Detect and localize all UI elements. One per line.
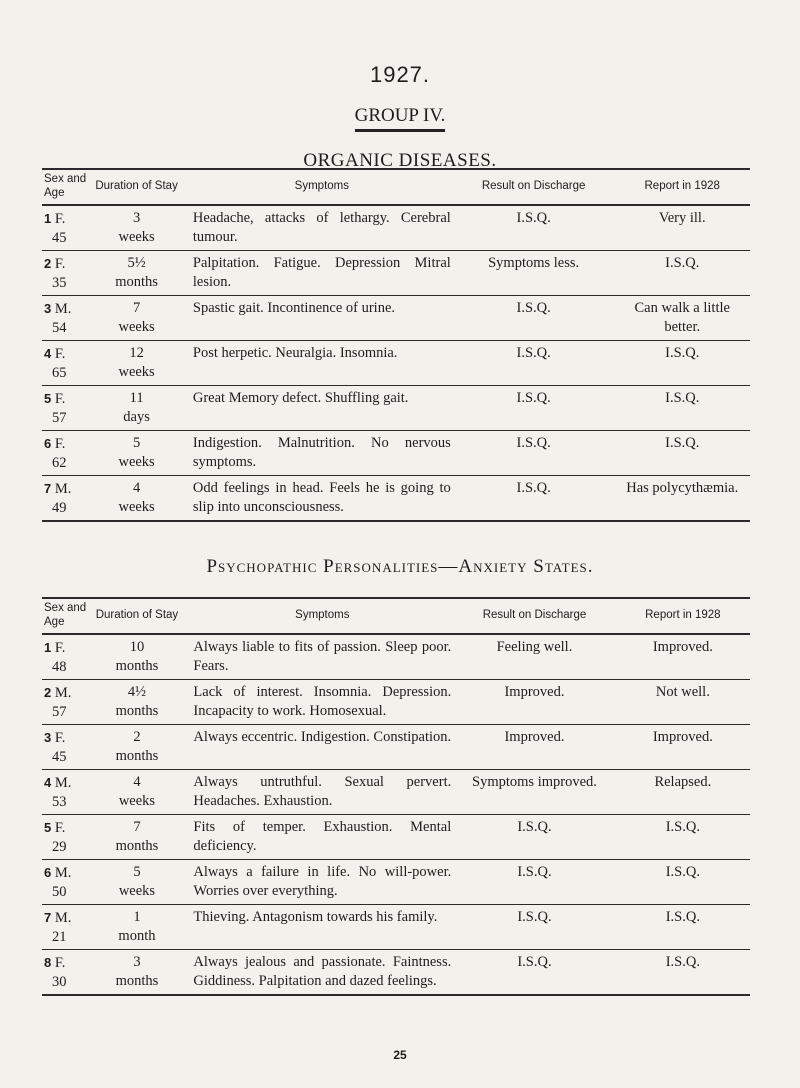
duration-number: 3 — [133, 954, 141, 970]
report-cell — [616, 860, 750, 905]
report-text: Can walk a little better. — [634, 300, 730, 335]
table-header-row — [42, 598, 750, 634]
group-heading — [0, 105, 800, 132]
symptoms-text: Palpitation. Fatigue. Depression Mitral lesion. — [192, 255, 451, 290]
sex: M. — [54, 685, 72, 701]
duration-unit: weeks — [118, 454, 155, 470]
sex: M. — [54, 910, 72, 926]
symptoms-text: Lack of interest. Insomnia. Depression. Incapacity to work. Homosexual. — [193, 684, 452, 719]
duration-cell — [90, 386, 183, 431]
page-year: 1927. — [369, 62, 431, 87]
report-text: Very ill. — [658, 210, 706, 226]
result-text: I.S.Q. — [516, 210, 551, 226]
case-number: 6 — [44, 436, 52, 451]
result-cell — [453, 341, 615, 386]
report-text: I.S.Q. — [665, 255, 700, 271]
duration-number: 10 — [129, 639, 145, 655]
case-number: 6 — [44, 865, 52, 880]
sex-age-cell — [42, 251, 90, 296]
report-cell — [614, 476, 750, 522]
col-header-report: Report in 1928 — [614, 169, 750, 205]
case-number: 1 — [44, 211, 52, 226]
sex: F. — [54, 256, 66, 272]
section-title-psychopathic: Psychopathic Personalities—Anxiety States. — [206, 556, 594, 577]
symptoms-cell — [183, 341, 453, 386]
group-title: GROUP IV. — [355, 105, 446, 132]
sex: F. — [54, 820, 66, 836]
report-text: I.S.Q. — [665, 819, 700, 835]
duration-cell — [91, 634, 184, 680]
report-text: I.S.Q. — [665, 954, 700, 970]
duration-number: 5½ — [127, 255, 146, 271]
result-text: Symptoms less. — [488, 255, 580, 271]
symptoms-cell — [183, 296, 453, 341]
report-cell — [616, 725, 750, 770]
result-cell — [453, 770, 615, 815]
symptoms-cell — [183, 205, 453, 251]
symptoms-cell — [183, 251, 453, 296]
report-cell — [614, 431, 750, 476]
psychopathic-table — [42, 597, 750, 996]
result-cell — [453, 905, 615, 950]
result-cell — [453, 296, 615, 341]
result-text: Improved. — [504, 729, 565, 745]
duration-cell — [90, 476, 183, 522]
sex: F. — [54, 436, 66, 452]
duration-number: 4 — [132, 480, 141, 496]
report-cell — [616, 905, 750, 950]
duration-cell — [91, 815, 184, 860]
result-cell — [453, 860, 615, 905]
duration-unit: months — [115, 838, 159, 854]
case-number: 7 — [44, 481, 52, 496]
table-header-row — [42, 169, 750, 205]
duration-number: 2 — [133, 729, 141, 745]
duration-unit: days — [123, 409, 150, 425]
table-row — [42, 634, 750, 680]
symptoms-cell — [183, 950, 453, 996]
report-cell — [616, 770, 750, 815]
sex: M. — [54, 301, 72, 317]
sex-age-cell — [42, 680, 91, 725]
duration-cell — [90, 296, 183, 341]
duration-unit: weeks — [118, 364, 155, 380]
case-number: 3 — [44, 730, 52, 745]
organic-diseases-rows — [42, 205, 750, 521]
symptoms-text: Always liable to fits of passion. Sleep poor. Fears. — [193, 639, 452, 674]
report-text: Relapsed. — [654, 774, 712, 790]
organic-diseases-table — [42, 168, 750, 522]
table-row — [42, 431, 750, 476]
result-text: I.S.Q. — [517, 864, 552, 880]
symptoms-cell — [183, 386, 453, 431]
report-text: Not well. — [655, 684, 710, 700]
report-text: I.S.Q. — [665, 909, 700, 925]
case-number: 4 — [44, 346, 52, 361]
result-text: I.S.Q. — [516, 480, 551, 496]
sex-age-cell — [42, 950, 91, 996]
sex-age-cell — [42, 860, 91, 905]
duration-unit: weeks — [118, 319, 155, 335]
result-cell — [453, 950, 615, 996]
col-header-result: Result on Discharge — [453, 169, 615, 205]
result-text: I.S.Q. — [517, 954, 552, 970]
report-text: I.S.Q. — [665, 864, 700, 880]
age: 57 — [52, 704, 67, 720]
age: 29 — [52, 839, 67, 855]
duration-cell — [91, 680, 184, 725]
report-cell — [616, 634, 750, 680]
sex-age-cell — [42, 431, 90, 476]
table-row — [42, 476, 750, 522]
age: 54 — [52, 320, 67, 336]
result-text: Feeling well. — [496, 639, 573, 655]
result-cell — [453, 680, 615, 725]
table-row — [42, 296, 750, 341]
age: 48 — [52, 659, 67, 675]
duration-cell — [91, 905, 184, 950]
duration-cell — [90, 431, 183, 476]
duration-cell — [91, 770, 184, 815]
result-cell — [453, 476, 615, 522]
report-cell — [614, 386, 750, 431]
table-row — [42, 860, 750, 905]
symptoms-cell — [183, 770, 453, 815]
case-number: 5 — [44, 820, 52, 835]
result-cell — [453, 725, 615, 770]
duration-unit: weeks — [118, 793, 156, 809]
age: 62 — [52, 455, 67, 471]
col-header-report: Report in 1928 — [616, 598, 750, 634]
result-text: I.S.Q. — [516, 435, 551, 451]
result-text: Symptoms improved. — [472, 774, 597, 790]
duration-cell — [91, 860, 184, 905]
duration-cell — [90, 341, 183, 386]
table-row — [42, 905, 750, 950]
sex-age-cell — [42, 905, 91, 950]
sex: M. — [54, 775, 72, 791]
symptoms-text: Always eccentric. Indigestion. Constipation. — [193, 729, 452, 745]
table-row — [42, 251, 750, 296]
page-number: 25 — [393, 1048, 407, 1062]
result-text: I.S.Q. — [517, 819, 552, 835]
result-cell — [453, 386, 615, 431]
age: 30 — [52, 974, 67, 990]
report-text: I.S.Q. — [665, 345, 700, 361]
col-header-sex-age: Sex and Age — [42, 598, 91, 634]
report-cell — [614, 205, 750, 251]
report-cell — [616, 815, 750, 860]
duration-unit: month — [118, 928, 156, 944]
age: 45 — [52, 230, 67, 246]
col-header-result: Result on Discharge — [453, 598, 615, 634]
symptoms-text: Always a failure in life. No will-power. Worries over everything. — [193, 864, 452, 899]
age: 21 — [52, 929, 67, 945]
col-header-sex-age: Sex and Age — [42, 169, 90, 205]
result-cell — [453, 634, 615, 680]
symptoms-cell — [183, 431, 453, 476]
age: 65 — [52, 365, 67, 381]
result-cell — [453, 431, 615, 476]
duration-unit: weeks — [118, 229, 155, 245]
report-cell — [614, 341, 750, 386]
duration-number: 3 — [132, 210, 141, 226]
duration-number: 7 — [133, 819, 141, 835]
symptoms-text: Fits of temper. Exhaustion. Mental deficiency. — [193, 819, 452, 854]
result-text: I.S.Q. — [516, 390, 551, 406]
result-text: I.S.Q. — [516, 345, 551, 361]
sex: F. — [54, 640, 66, 656]
symptoms-text: Odd feelings in head. Feels he is going to slip into unconsciousness. — [192, 480, 451, 515]
sex-age-cell — [42, 341, 90, 386]
table-row — [42, 680, 750, 725]
col-header-duration: Duration of Stay — [91, 598, 184, 634]
case-number: 2 — [44, 256, 52, 271]
result-cell — [453, 251, 615, 296]
age: 49 — [52, 500, 67, 516]
report-text: I.S.Q. — [665, 390, 700, 406]
symptoms-cell — [183, 476, 453, 522]
symptoms-text: Post herpetic. Neuralgia. Insomnia. — [192, 345, 398, 361]
case-number: 2 — [44, 685, 52, 700]
symptoms-text: Thieving. Antagonism towards his family. — [193, 909, 438, 925]
duration-number: 1 — [133, 909, 141, 925]
duration-cell — [91, 950, 184, 996]
duration-number: 4½ — [127, 684, 147, 700]
table-row — [42, 725, 750, 770]
table-row — [42, 950, 750, 996]
duration-number: 11 — [129, 390, 144, 406]
duration-unit: weeks — [118, 499, 155, 515]
age: 35 — [52, 275, 67, 291]
col-header-symptoms: Symptoms — [183, 598, 453, 634]
report-cell — [616, 950, 750, 996]
duration-unit: months — [115, 973, 159, 989]
result-text: I.S.Q. — [517, 909, 552, 925]
duration-unit: months — [115, 703, 159, 719]
symptoms-text: Headache, attacks of lethargy. Cerebral tumour. — [192, 210, 451, 245]
sex: F. — [54, 730, 66, 746]
col-header-symptoms: Symptoms — [183, 169, 453, 205]
result-text: Improved. — [504, 684, 565, 700]
section-title-organic: ORGANIC DISEASES. — [303, 150, 497, 171]
case-number: 4 — [44, 775, 52, 790]
report-text: Improved. — [652, 729, 713, 745]
age: 57 — [52, 410, 67, 426]
symptoms-cell — [183, 860, 453, 905]
symptoms-text: Spastic gait. Incontinence of urine. — [192, 300, 396, 316]
age: 45 — [52, 749, 67, 765]
duration-cell — [91, 725, 184, 770]
duration-number: 5 — [133, 864, 141, 880]
symptoms-cell — [183, 725, 453, 770]
sex: F. — [54, 211, 66, 227]
result-cell — [453, 205, 615, 251]
case-number: 1 — [44, 640, 52, 655]
sex-age-cell — [42, 386, 90, 431]
age: 50 — [52, 884, 67, 900]
symptoms-cell — [183, 905, 453, 950]
col-header-duration: Duration of Stay — [90, 169, 183, 205]
symptoms-text: Indigestion. Malnutrition. No nervous symptoms. — [192, 435, 451, 470]
sex-age-cell — [42, 205, 90, 251]
sex-age-cell — [42, 770, 91, 815]
report-text: Improved. — [652, 639, 713, 655]
case-number: 8 — [44, 955, 52, 970]
case-number: 7 — [44, 910, 52, 925]
symptoms-text: Always untruthful. Sexual pervert. Headaches. Exhaustion. — [193, 774, 452, 809]
sex-age-cell — [42, 296, 90, 341]
sex-age-cell — [42, 725, 91, 770]
duration-number: 12 — [129, 345, 144, 361]
report-text: I.S.Q. — [665, 435, 700, 451]
report-cell — [614, 251, 750, 296]
symptoms-text: Great Memory defect. Shuffling gait. — [192, 390, 409, 406]
report-text: Has polycythæmia. — [626, 480, 739, 496]
sex: M. — [54, 865, 72, 881]
duration-number: 5 — [132, 435, 141, 451]
duration-unit: months — [115, 658, 159, 674]
result-cell — [453, 815, 615, 860]
duration-unit: weeks — [118, 883, 156, 899]
symptoms-text: Always jealous and passionate. Faintness. Giddiness. Palpitation and dazed feelings. — [193, 954, 452, 989]
result-text: I.S.Q. — [516, 300, 551, 316]
symptoms-cell — [183, 680, 453, 725]
sex: F. — [54, 346, 66, 362]
sex-age-cell — [42, 815, 91, 860]
table-row — [42, 205, 750, 251]
report-cell — [616, 680, 750, 725]
duration-unit: months — [115, 748, 159, 764]
duration-number: 4 — [133, 774, 141, 790]
symptoms-cell — [183, 634, 453, 680]
sex-age-cell — [42, 634, 91, 680]
duration-cell — [90, 205, 183, 251]
sex: F. — [54, 955, 66, 971]
psychopathic-rows — [42, 634, 750, 995]
sex: M. — [54, 481, 72, 497]
symptoms-cell — [183, 815, 453, 860]
table-row — [42, 386, 750, 431]
table-row — [42, 341, 750, 386]
sex-age-cell — [42, 476, 90, 522]
duration-unit: months — [115, 274, 158, 290]
sex: F. — [54, 391, 66, 407]
report-cell — [614, 296, 750, 341]
table-row — [42, 815, 750, 860]
age: 53 — [52, 794, 67, 810]
table-row — [42, 770, 750, 815]
case-number: 3 — [44, 301, 52, 316]
duration-number: 7 — [132, 300, 141, 316]
duration-cell — [90, 251, 183, 296]
case-number: 5 — [44, 391, 52, 406]
